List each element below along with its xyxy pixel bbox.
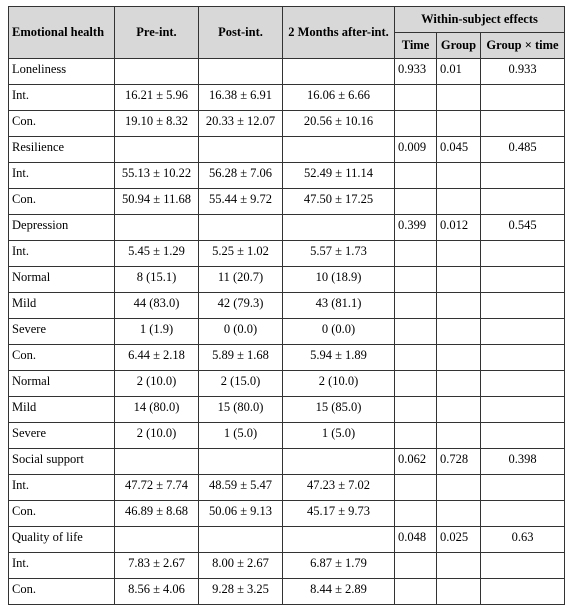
row-label: Int.: [9, 241, 115, 267]
after-int-value: 5.94 ± 1.89: [283, 345, 395, 371]
post-int-value: 15 (80.0): [199, 397, 283, 423]
row-label: Loneliness: [9, 59, 115, 85]
row-label: Normal: [9, 267, 115, 293]
header-within-subject-effects: Within-subject effects: [395, 7, 565, 33]
header-emotional-health: Emotional health: [9, 7, 115, 59]
post-int-value: 55.44 ± 9.72: [199, 189, 283, 215]
group-effect: 0.01: [437, 59, 481, 85]
pre-int-value: 44 (83.0): [115, 293, 199, 319]
time-effect: [395, 423, 437, 449]
row-label: Mild: [9, 397, 115, 423]
post-int-value: 2 (15.0): [199, 371, 283, 397]
time-effect: [395, 553, 437, 579]
pre-int-value: [115, 449, 199, 475]
header-post-int: Post-int.: [199, 7, 283, 59]
time-effect: [395, 345, 437, 371]
pre-int-value: 2 (10.0): [115, 371, 199, 397]
post-int-value: 0 (0.0): [199, 319, 283, 345]
time-effect: [395, 163, 437, 189]
group-time-effect: [481, 241, 565, 267]
group-effect: [437, 163, 481, 189]
time-effect: [395, 579, 437, 605]
table-row: [9, 111, 565, 137]
group-effect: [437, 371, 481, 397]
group-time-effect: [481, 319, 565, 345]
after-int-value: 2 (10.0): [283, 371, 395, 397]
time-effect: [395, 85, 437, 111]
group-effect: [437, 319, 481, 345]
group-time-effect: [481, 579, 565, 605]
row-label: Con.: [9, 345, 115, 371]
pre-int-value: 14 (80.0): [115, 397, 199, 423]
group-effect: 0.045: [437, 137, 481, 163]
row-label: Con.: [9, 111, 115, 137]
group-time-effect: 0.933: [481, 59, 565, 85]
group-effect: [437, 111, 481, 137]
post-int-value: [199, 449, 283, 475]
row-label: Resilience: [9, 137, 115, 163]
post-int-value: [199, 527, 283, 553]
after-int-value: 52.49 ± 11.14: [283, 163, 395, 189]
after-int-value: 0 (0.0): [283, 319, 395, 345]
group-time-effect: [481, 423, 565, 449]
post-int-value: 48.59 ± 5.47: [199, 475, 283, 501]
after-int-value: 20.56 ± 10.16: [283, 111, 395, 137]
pre-int-value: 47.72 ± 7.74: [115, 475, 199, 501]
pre-int-value: 1 (1.9): [115, 319, 199, 345]
pre-int-value: 19.10 ± 8.32: [115, 111, 199, 137]
table-row: [9, 241, 565, 267]
table-row: [9, 449, 565, 475]
time-effect: [395, 501, 437, 527]
table-row: [9, 423, 565, 449]
table-row: [9, 59, 565, 85]
row-label: Normal: [9, 371, 115, 397]
post-int-value: [199, 59, 283, 85]
row-label: Depression: [9, 215, 115, 241]
pre-int-value: 8.56 ± 4.06: [115, 579, 199, 605]
post-int-value: 11 (20.7): [199, 267, 283, 293]
time-effect: 0.062: [395, 449, 437, 475]
group-effect: [437, 345, 481, 371]
post-int-value: 9.28 ± 3.25: [199, 579, 283, 605]
group-effect: [437, 293, 481, 319]
group-time-effect: [481, 475, 565, 501]
table-row: [9, 397, 565, 423]
post-int-value: [199, 137, 283, 163]
pre-int-value: 50.94 ± 11.68: [115, 189, 199, 215]
group-effect: [437, 267, 481, 293]
row-label: Quality of life: [9, 527, 115, 553]
table-row: [9, 501, 565, 527]
group-time-effect: [481, 371, 565, 397]
group-effect: [437, 553, 481, 579]
pre-int-value: [115, 137, 199, 163]
table-row: [9, 85, 565, 111]
pre-int-value: 55.13 ± 10.22: [115, 163, 199, 189]
row-label: Severe: [9, 423, 115, 449]
row-label: Int.: [9, 475, 115, 501]
group-time-effect: [481, 293, 565, 319]
group-time-effect: [481, 397, 565, 423]
row-label: Severe: [9, 319, 115, 345]
group-effect: 0.728: [437, 449, 481, 475]
post-int-value: 1 (5.0): [199, 423, 283, 449]
after-int-value: [283, 527, 395, 553]
table-row: [9, 579, 565, 605]
pre-int-value: 8 (15.1): [115, 267, 199, 293]
group-effect: [437, 423, 481, 449]
table-row: [9, 553, 565, 579]
header-2-months-after: 2 Months after-int.: [283, 7, 395, 59]
after-int-value: 8.44 ± 2.89: [283, 579, 395, 605]
time-effect: [395, 241, 437, 267]
group-time-effect: [481, 189, 565, 215]
table-row: [9, 293, 565, 319]
post-int-value: 8.00 ± 2.67: [199, 553, 283, 579]
group-effect: [437, 579, 481, 605]
pre-int-value: [115, 59, 199, 85]
group-time-effect: [481, 111, 565, 137]
table-row: [9, 163, 565, 189]
group-effect: [437, 475, 481, 501]
post-int-value: 50.06 ± 9.13: [199, 501, 283, 527]
table-row: [9, 345, 565, 371]
group-time-effect: 0.398: [481, 449, 565, 475]
group-time-effect: [481, 85, 565, 111]
table-row: [9, 475, 565, 501]
pre-int-value: [115, 527, 199, 553]
after-int-value: [283, 215, 395, 241]
post-int-value: [199, 215, 283, 241]
header-group-time: Group × time: [481, 33, 565, 59]
time-effect: 0.399: [395, 215, 437, 241]
row-label: Con.: [9, 579, 115, 605]
group-time-effect: [481, 267, 565, 293]
after-int-value: 15 (85.0): [283, 397, 395, 423]
after-int-value: [283, 449, 395, 475]
group-time-effect: [481, 501, 565, 527]
header-time: Time: [395, 33, 437, 59]
pre-int-value: 6.44 ± 2.18: [115, 345, 199, 371]
pre-int-value: 7.83 ± 2.67: [115, 553, 199, 579]
row-label: Con.: [9, 189, 115, 215]
time-effect: 0.009: [395, 137, 437, 163]
post-int-value: 5.89 ± 1.68: [199, 345, 283, 371]
time-effect: [395, 111, 437, 137]
row-label: Mild: [9, 293, 115, 319]
after-int-value: 1 (5.0): [283, 423, 395, 449]
pre-int-value: [115, 215, 199, 241]
after-int-value: 5.57 ± 1.73: [283, 241, 395, 267]
group-time-effect: 0.63: [481, 527, 565, 553]
table-row: [9, 319, 565, 345]
time-effect: [395, 371, 437, 397]
group-effect: 0.025: [437, 527, 481, 553]
group-time-effect: 0.545: [481, 215, 565, 241]
row-label: Social support: [9, 449, 115, 475]
group-time-effect: [481, 553, 565, 579]
post-int-value: 56.28 ± 7.06: [199, 163, 283, 189]
header-group: Group: [437, 33, 481, 59]
time-effect: [395, 319, 437, 345]
after-int-value: 45.17 ± 9.73: [283, 501, 395, 527]
table-row: [9, 189, 565, 215]
time-effect: [395, 475, 437, 501]
after-int-value: 16.06 ± 6.66: [283, 85, 395, 111]
group-effect: [437, 501, 481, 527]
pre-int-value: 46.89 ± 8.68: [115, 501, 199, 527]
pre-int-value: 2 (10.0): [115, 423, 199, 449]
table-row: [9, 137, 565, 163]
group-time-effect: 0.485: [481, 137, 565, 163]
table-row: [9, 267, 565, 293]
after-int-value: 47.50 ± 17.25: [283, 189, 395, 215]
after-int-value: [283, 59, 395, 85]
header-pre-int: Pre-int.: [115, 7, 199, 59]
time-effect: 0.933: [395, 59, 437, 85]
pre-int-value: 5.45 ± 1.29: [115, 241, 199, 267]
group-time-effect: [481, 345, 565, 371]
post-int-value: 20.33 ± 12.07: [199, 111, 283, 137]
time-effect: 0.048: [395, 527, 437, 553]
table-row: [9, 527, 565, 553]
after-int-value: 10 (18.9): [283, 267, 395, 293]
post-int-value: 5.25 ± 1.02: [199, 241, 283, 267]
row-label: Int.: [9, 553, 115, 579]
group-time-effect: [481, 163, 565, 189]
group-effect: [437, 397, 481, 423]
group-effect: 0.012: [437, 215, 481, 241]
post-int-value: 42 (79.3): [199, 293, 283, 319]
group-effect: [437, 241, 481, 267]
row-label: Int.: [9, 85, 115, 111]
pre-int-value: 16.21 ± 5.96: [115, 85, 199, 111]
post-int-value: 16.38 ± 6.91: [199, 85, 283, 111]
time-effect: [395, 189, 437, 215]
row-label: Con.: [9, 501, 115, 527]
after-int-value: 47.23 ± 7.02: [283, 475, 395, 501]
time-effect: [395, 293, 437, 319]
after-int-value: 43 (81.1): [283, 293, 395, 319]
time-effect: [395, 267, 437, 293]
group-effect: [437, 189, 481, 215]
group-effect: [437, 85, 481, 111]
after-int-value: [283, 137, 395, 163]
row-label: Int.: [9, 163, 115, 189]
after-int-value: 6.87 ± 1.79: [283, 553, 395, 579]
table-row: [9, 371, 565, 397]
emotional-health-table: [8, 6, 565, 605]
table-row: [9, 215, 565, 241]
time-effect: [395, 397, 437, 423]
